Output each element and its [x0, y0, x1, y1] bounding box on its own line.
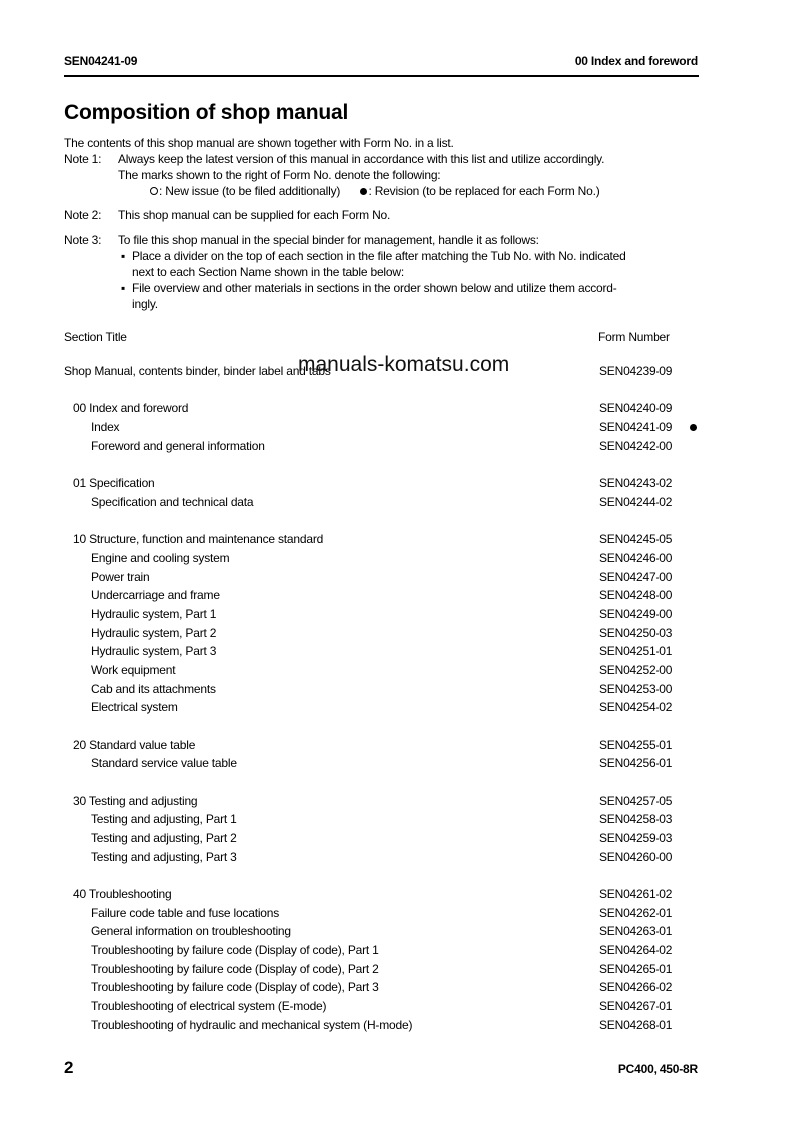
- form-number: SEN04242-00: [599, 439, 673, 453]
- note3-text: To file this shop manual in the special binder for management, handle it as follows:: [118, 233, 539, 247]
- note3-bullet2-line2: ingly.: [132, 297, 158, 311]
- new-issue-label: : New issue (to be filed additionally): [159, 184, 341, 198]
- section-title: Testing and adjusting, Part 3: [91, 850, 237, 864]
- column-header-form-number: Form Number: [598, 330, 670, 344]
- table-row: [64, 941, 704, 959]
- form-number: SEN04250-03: [599, 626, 673, 640]
- table-row: [64, 624, 704, 642]
- section-title: 30 Testing and adjusting: [73, 794, 198, 808]
- section-title: Shop Manual, contents binder, binder label and tabs: [64, 364, 331, 378]
- form-number: SEN04254-02: [599, 700, 673, 714]
- section-title: Foreword and general information: [91, 439, 265, 453]
- bullet-icon: ▪: [121, 281, 126, 295]
- table-row: [64, 829, 704, 847]
- note1-line1: Always keep the latest version of this manual in accordance with this list and utilize accordingly.: [118, 152, 605, 166]
- table-row: [64, 754, 704, 772]
- note1-mark-legend: [150, 183, 600, 199]
- section-title: 40 Troubleshooting: [73, 887, 172, 901]
- section-title: Testing and adjusting, Part 1: [91, 812, 237, 826]
- note2-text: This shop manual can be supplied for each Form No.: [118, 208, 391, 222]
- note3-bullet1-line1: Place a divider on the top of each section in the file after matching the Tub No. with No. indicated: [132, 249, 626, 263]
- section-title: Undercarriage and frame: [91, 588, 220, 602]
- form-number: SEN04258-03: [599, 812, 673, 826]
- form-number: SEN04246-00: [599, 551, 673, 565]
- table-row: [64, 792, 704, 810]
- section-title: 10 Structure, function and maintenance standard: [73, 532, 324, 546]
- table-row: [64, 960, 704, 978]
- form-number: SEN04244-02: [599, 495, 673, 509]
- form-number: SEN04239-09: [599, 364, 673, 378]
- section-title: Troubleshooting of electrical system (E-mode): [91, 999, 327, 1013]
- table-row: [64, 904, 704, 922]
- section-title: Testing and adjusting, Part 2: [91, 831, 237, 845]
- section-title: 00 Index and foreword: [73, 401, 189, 415]
- note1-line2: The marks shown to the right of Form No. denote the following:: [118, 168, 441, 182]
- table-row: [64, 810, 704, 828]
- note1-label: Note 1:: [64, 152, 102, 166]
- section-title: Troubleshooting by failure code (Display of code), Part 3: [91, 980, 379, 994]
- section-title: Failure code table and fuse locations: [91, 906, 280, 920]
- table-row: [64, 493, 704, 511]
- section-title: Index: [91, 420, 120, 434]
- table-row: [64, 922, 704, 940]
- table-row: [64, 586, 704, 604]
- section-title: Hydraulic system, Part 3: [91, 644, 217, 658]
- header-doc-number: SEN04241-09: [64, 54, 138, 68]
- column-header-section-title: Section Title: [64, 330, 127, 344]
- watermark: manuals-komatsu.com: [298, 353, 510, 376]
- table-row: [64, 680, 704, 698]
- table-row: [64, 399, 704, 417]
- form-number: SEN04241-09: [599, 420, 673, 434]
- note3-bullet2-line1: File overview and other materials in sections in the order shown below and utilize them accord-: [132, 281, 617, 295]
- table-row: [64, 885, 704, 903]
- section-title: Specification and technical data: [91, 495, 254, 509]
- form-number: SEN04249-00: [599, 607, 673, 621]
- header-section-name: 00 Index and foreword: [574, 54, 698, 68]
- section-title: Work equipment: [91, 663, 176, 677]
- table-row: [64, 474, 704, 492]
- table-row: [64, 418, 704, 436]
- new-issue-open-circle-icon: [150, 187, 158, 195]
- form-number: SEN04251-01: [599, 644, 673, 658]
- table-row: [64, 736, 704, 754]
- table-row: [64, 642, 704, 660]
- section-title: Troubleshooting of hydraulic and mechanical system (H-mode): [91, 1018, 413, 1032]
- form-number: SEN04268-01: [599, 1018, 673, 1032]
- revision-filled-circle-icon: [360, 188, 367, 195]
- intro-text: The contents of this shop manual are shown together with Form No. in a list.: [64, 136, 454, 150]
- form-number: SEN04240-09: [599, 401, 673, 415]
- form-number: SEN04248-00: [599, 588, 673, 602]
- section-title: 20 Standard value table: [73, 738, 196, 752]
- form-number: SEN04253-00: [599, 682, 673, 696]
- form-number: SEN04245-05: [599, 532, 673, 546]
- form-number: SEN04263-01: [599, 924, 673, 938]
- section-title: General information on troubleshooting: [91, 924, 291, 938]
- note3-bullet1-line2: next to each Section Name shown in the table below:: [132, 265, 404, 279]
- table-row: [64, 530, 704, 548]
- form-number: SEN04247-00: [599, 570, 673, 584]
- form-number: SEN04257-05: [599, 794, 673, 808]
- bullet-icon: ▪: [121, 249, 126, 263]
- page-number: 2: [64, 1058, 74, 1077]
- table-row: [64, 698, 704, 716]
- form-number: SEN04255-01: [599, 738, 673, 752]
- section-title: Cab and its attachments: [91, 682, 216, 696]
- table-row: [64, 997, 704, 1015]
- table-row: [64, 605, 704, 623]
- form-number: SEN04266-02: [599, 980, 673, 994]
- section-title: Electrical system: [91, 700, 178, 714]
- note2-label: Note 2:: [64, 208, 102, 222]
- table-row: [64, 661, 704, 679]
- table-row: [64, 978, 704, 996]
- header-rule: [64, 75, 699, 77]
- form-number: SEN04252-00: [599, 663, 673, 677]
- section-title: 01 Specification: [73, 476, 155, 490]
- note3-label: Note 3:: [64, 233, 102, 247]
- revision-label: : Revision (to be replaced for each Form No.): [368, 184, 600, 198]
- table-row: [64, 1016, 704, 1034]
- section-title: Troubleshooting by failure code (Display of code), Part 1: [91, 943, 379, 957]
- table-row: [64, 848, 704, 866]
- table-row: [64, 549, 704, 567]
- section-title: Troubleshooting by failure code (Display of code), Part 2: [91, 962, 379, 976]
- footer-model: PC400, 450-8R: [617, 1062, 698, 1076]
- form-number: SEN04261-02: [599, 887, 673, 901]
- form-number: SEN04243-02: [599, 476, 673, 490]
- table-row: [64, 437, 704, 455]
- revision-mark-icon: [690, 424, 697, 431]
- table-row: [64, 568, 704, 586]
- form-number: SEN04260-00: [599, 850, 673, 864]
- form-number: SEN04256-01: [599, 756, 673, 770]
- page-title: Composition of shop manual: [64, 101, 349, 124]
- section-title: Standard service value table: [91, 756, 237, 770]
- form-number: SEN04267-01: [599, 999, 673, 1013]
- form-number: SEN04265-01: [599, 962, 673, 976]
- section-title: Hydraulic system, Part 2: [91, 626, 217, 640]
- section-title: Power train: [91, 570, 150, 584]
- section-title: Engine and cooling system: [91, 551, 230, 565]
- form-number: SEN04262-01: [599, 906, 673, 920]
- form-number: SEN04264-02: [599, 943, 673, 957]
- section-title: Hydraulic system, Part 1: [91, 607, 217, 621]
- form-number: SEN04259-03: [599, 831, 673, 845]
